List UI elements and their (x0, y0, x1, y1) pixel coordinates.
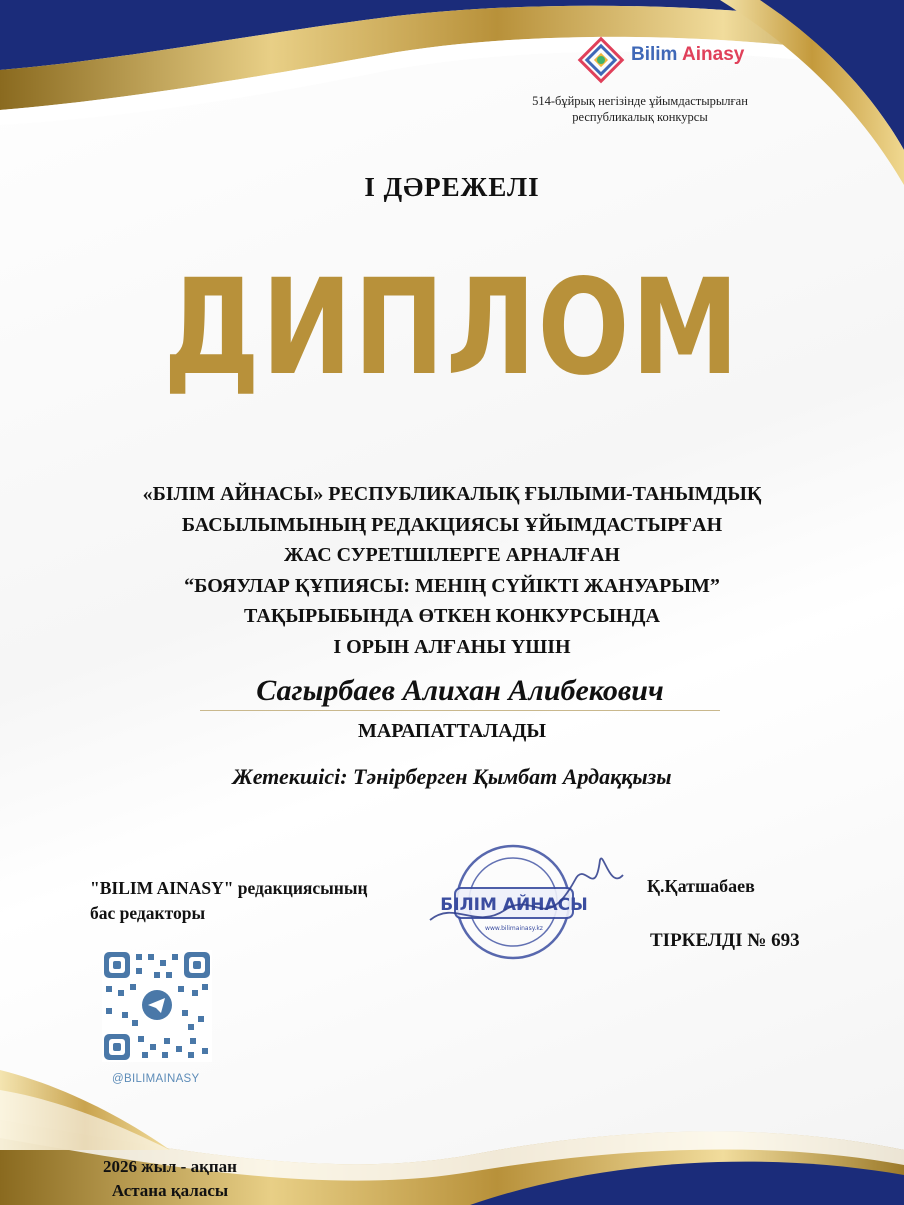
qr-handle: @BILIMAINASY (112, 1073, 200, 1085)
brand-subtitle: 514-бұйрық негізінде ұйымдастырылған республикалық конкурсы (532, 94, 748, 124)
registration-number: ТІРКЕЛДІ № 693 (650, 930, 800, 951)
issue-date: 2026 жыл - ақпан Астана қаласы (103, 1157, 237, 1200)
editor-name: Қ.Қатшабаев (647, 876, 755, 896)
certificate-body (0, 479, 904, 662)
body-line: І ОРЫН АЛҒАНЫ ҮШІН (333, 635, 571, 658)
official-stamp (425, 840, 625, 970)
supervisor-name: Жетекшісі: Тәнірберген Қымбат Ардаққызы (232, 764, 672, 789)
qr-code (102, 950, 212, 1062)
degree-heading: I ДӘРЕЖЕЛІ (364, 172, 540, 202)
body-line: БАСЫЛЫМЫНЫҢ РЕДАКЦИЯСЫ ҰЙЫМДАСТЫРҒАН (181, 513, 723, 536)
body-line: «БІЛІМ АЙНАСЫ» РЕСПУБЛИКАЛЫҚ ҒЫЛЫМИ-ТАНЫМДЫҚ (142, 483, 762, 505)
body-line: ТАҚЫРЫБЫНДА ӨТКЕН КОНКУРСЫНДА (244, 605, 660, 627)
stamp-text: БІЛІМ АЙНАСЫ (440, 895, 588, 915)
awarded-label: МАРАПАТТАЛАДЫ (357, 720, 547, 742)
body-line: ЖАС СУРЕТШІЛЕРГЕ АРНАЛҒАН (284, 544, 620, 566)
editor-title: "BILIM AINASY" редакциясының бас редакторы (90, 878, 368, 923)
diploma-title: ДИПЛОМ (163, 251, 741, 405)
body-line: “БОЯУЛАР ҚҰПИЯСЫ: МЕНІҢ СҮЙІКТІ ЖАНУАРЫМ” (184, 574, 720, 597)
brand-name: Bilim Ainasy (631, 44, 745, 65)
recipient-name: Сагырбаев Алихан Алибекович (200, 674, 720, 711)
stamp-site: www.bilimainasy.kz (485, 925, 543, 932)
